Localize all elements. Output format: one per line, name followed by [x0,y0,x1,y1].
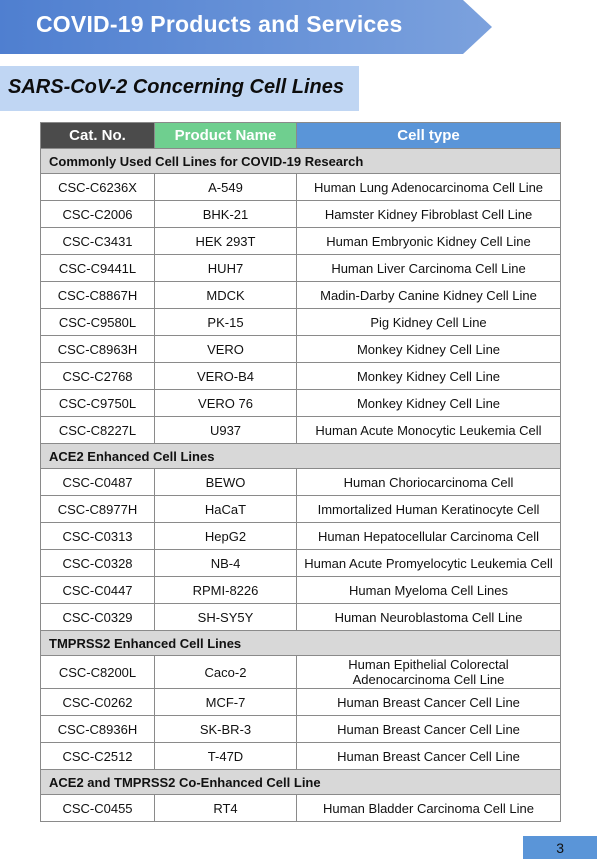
cat-no-cell: CSC-C0262 [41,689,155,716]
cat-no-cell: CSC-C8936H [41,716,155,743]
cell-type-cell: Human Acute Promyelocytic Leukemia Cell [297,550,561,577]
product-name-cell: VERO-B4 [155,363,297,390]
page-title: COVID-19 Products and Services [36,11,403,37]
product-name-cell: BHK-21 [155,201,297,228]
cat-no-cell: CSC-C8227L [41,417,155,444]
cell-type-cell: Human Liver Carcinoma Cell Line [297,255,561,282]
product-name-cell: SK-BR-3 [155,716,297,743]
cat-no-cell: CSC-C0313 [41,523,155,550]
section-title: ACE2 Enhanced Cell Lines [41,444,561,469]
cat-no-cell: CSC-C0447 [41,577,155,604]
cell-type-cell: Immortalized Human Keratinocyte Cell [297,496,561,523]
cell-type-cell: Monkey Kidney Cell Line [297,363,561,390]
product-name-cell: RPMI-8226 [155,577,297,604]
table-row [41,604,561,631]
product-name-cell: PK-15 [155,309,297,336]
table-row [41,550,561,577]
product-name-cell: NB-4 [155,550,297,577]
header-cat-no: Cat. No. [41,123,155,149]
product-name-cell: VERO 76 [155,390,297,417]
page-number: 3 [556,840,564,856]
cat-no-cell: CSC-C8963H [41,336,155,363]
cat-no-cell: CSC-C8977H [41,496,155,523]
section-subtitle: SARS-CoV-2 Concerning Cell Lines [8,76,344,98]
cat-no-cell: CSC-C9441L [41,255,155,282]
cell-type-cell: Human Embryonic Kidney Cell Line [297,228,561,255]
cat-no-cell: CSC-C0455 [41,795,155,822]
table-row [41,577,561,604]
cell-type-cell: Monkey Kidney Cell Line [297,336,561,363]
header-product-name: Product Name [155,123,297,149]
subtitle-box [0,66,359,111]
table-row [41,469,561,496]
page-number-box [523,836,597,859]
cell-type-cell: Human Epithelial Colorectal Adenocarcinoma Cell Line [297,656,561,689]
table-row [41,336,561,363]
product-name-cell: MDCK [155,282,297,309]
product-name-cell: HepG2 [155,523,297,550]
table-row [41,309,561,336]
cell-type-cell: Human Choriocarcinoma Cell [297,469,561,496]
table-row [41,174,561,201]
cat-no-cell: CSC-C0329 [41,604,155,631]
cell-type-cell: Human Hepatocellular Carcinoma Cell [297,523,561,550]
table-row [41,417,561,444]
section-row [41,149,561,174]
product-name-cell: HEK 293T [155,228,297,255]
cell-type-cell: Human Acute Monocytic Leukemia Cell [297,417,561,444]
section-row [41,631,561,656]
cat-no-cell: CSC-C2512 [41,743,155,770]
table-row [41,656,561,689]
cat-no-cell: CSC-C6236X [41,174,155,201]
section-row [41,770,561,795]
product-name-cell: HUH7 [155,255,297,282]
section-title: TMPRSS2 Enhanced Cell Lines [41,631,561,656]
cat-no-cell: CSC-C0328 [41,550,155,577]
table-row [41,255,561,282]
product-name-cell: BEWO [155,469,297,496]
cell-type-cell: Pig Kidney Cell Line [297,309,561,336]
table-body [41,149,561,822]
product-name-cell: SH-SY5Y [155,604,297,631]
cell-type-cell: Human Bladder Carcinoma Cell Line [297,795,561,822]
cat-no-cell: CSC-C8867H [41,282,155,309]
table-row [41,390,561,417]
cat-no-cell: CSC-C9750L [41,390,155,417]
product-name-cell: T-47D [155,743,297,770]
table-header-row [41,123,561,149]
table-row [41,743,561,770]
table-row [41,496,561,523]
product-name-cell: HaCaT [155,496,297,523]
cell-type-cell: Human Myeloma Cell Lines [297,577,561,604]
product-name-cell: A-549 [155,174,297,201]
cell-type-cell: Human Breast Cancer Cell Line [297,716,561,743]
table-row [41,689,561,716]
cat-no-cell: CSC-C3431 [41,228,155,255]
cell-lines-table [40,122,561,822]
cat-no-cell: CSC-C2768 [41,363,155,390]
cell-type-cell: Human Lung Adenocarcinoma Cell Line [297,174,561,201]
section-title: Commonly Used Cell Lines for COVID-19 Research [41,149,561,174]
section-row [41,444,561,469]
product-name-cell: RT4 [155,795,297,822]
table-row [41,795,561,822]
table-row [41,716,561,743]
section-title: ACE2 and TMPRSS2 Co-Enhanced Cell Line [41,770,561,795]
cell-type-cell: Human Breast Cancer Cell Line [297,689,561,716]
table-row [41,363,561,390]
product-name-cell: MCF-7 [155,689,297,716]
cell-type-cell: Monkey Kidney Cell Line [297,390,561,417]
product-name-cell: U937 [155,417,297,444]
cell-type-cell: Human Neuroblastoma Cell Line [297,604,561,631]
table-row [41,282,561,309]
table-row [41,201,561,228]
cell-type-cell: Madin-Darby Canine Kidney Cell Line [297,282,561,309]
product-name-cell: Caco-2 [155,656,297,689]
cat-no-cell: CSC-C9580L [41,309,155,336]
cell-type-cell: Hamster Kidney Fibroblast Cell Line [297,201,561,228]
cat-no-cell: CSC-C2006 [41,201,155,228]
cell-type-cell: Human Breast Cancer Cell Line [297,743,561,770]
cat-no-cell: CSC-C0487 [41,469,155,496]
table-row [41,228,561,255]
header-cell-type: Cell type [297,123,561,149]
table-row [41,523,561,550]
cat-no-cell: CSC-C8200L [41,656,155,689]
product-name-cell: VERO [155,336,297,363]
